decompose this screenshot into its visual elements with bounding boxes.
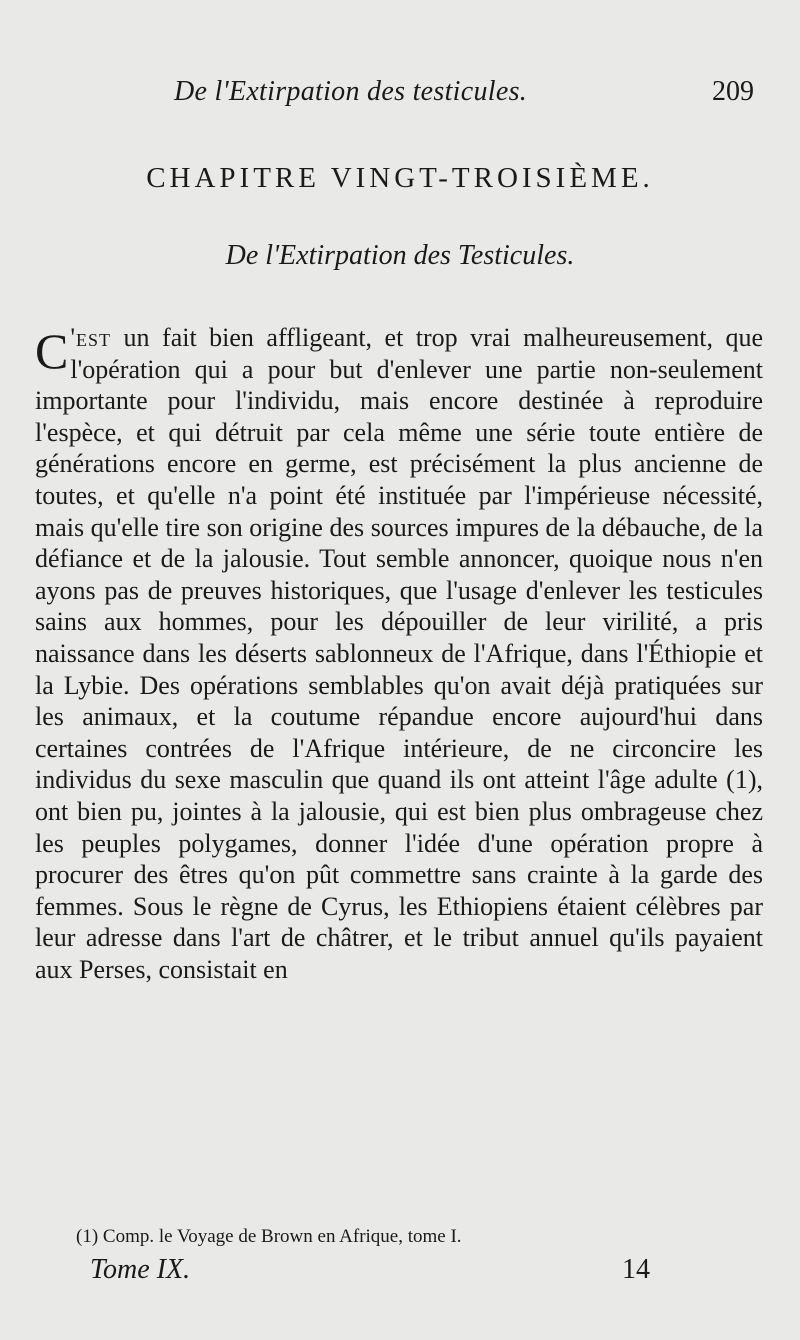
footnote: (1) Comp. le Voyage de Brown en Afrique, tome I.: [76, 1226, 462, 1247]
sheet-number: 14: [622, 1254, 650, 1285]
running-title: De l'Extirpation des testicules.: [174, 76, 528, 107]
chapter-heading: CHAPITRE VINGT-TROISIÈME.: [146, 162, 654, 194]
running-head: [46, 76, 754, 116]
page-number: 209: [712, 76, 754, 107]
body-paragraph: [35, 322, 763, 985]
drop-cap: C: [35, 323, 69, 379]
lead-word: 'est: [70, 323, 112, 352]
chapter-subtitle: De l'Extirpation des Testicules.: [225, 240, 575, 271]
signature-line: [90, 1254, 650, 1288]
paragraph-text: un fait bien affligeant, et trop vrai malheureusement, que l'opération qui a pour but d'enlever une partie non-seulement importante pour l'individu, mais encore destinée à reproduire l'espèce, et qui détruit par cela même une série toute entière de générations encore en germe, est précisément la plus ancienne de toutes, et qu'elle n'a point été instituée par l'impérieuse nécessité, mais qu'elle tire son origine des sources impures de la débauche, de la défiance et de la jalousie. Tout semble annoncer, quoique nous n'en ayons pas de preuves historiques, que l'usage d'enlever les testicules sains aux hommes, pour les dépouiller de leur virilité, a pris naissance dans les déserts sablonneux de l'Afrique, dans l'Éthiopie et la Lybie. Des opérations semblables qu'on avait déjà pratiquées sur les animaux, et la coutume répandue encore aujourd'hui dans certaines contrées de l'Afrique intérieure, de ne circoncire les individus du sexe masculin que quand ils ont atteint l'âge adulte (1), ont bien pu, jointes à la jalousie, qui est bien plus ombrageuse chez les peuples polygames, donner l'idée d'une opération propre à procurer des êtres qu'on pût commettre sans crainte à la garde des femmes. Sous le règne de Cyrus, les Ethiopiens étaient célèbres par leur adresse dans l'art de châtrer, et le tribut annuel qu'ils payaient aux Perses, consistait en: [35, 323, 763, 984]
volume-label: Tome IX.: [90, 1254, 191, 1285]
